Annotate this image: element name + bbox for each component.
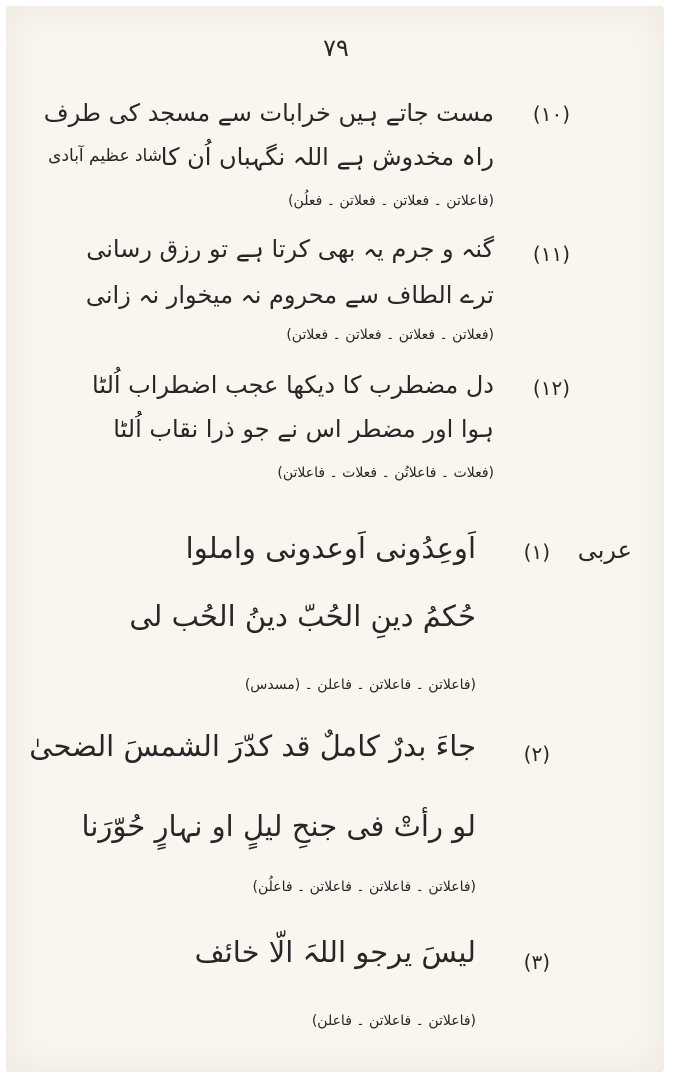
verse-line: گنہ و جرم یہ بھی کرتا ہے تو رزق رسانی xyxy=(86,235,494,263)
verse-number: (۱۲) xyxy=(532,376,570,400)
verse-number: (۱۱) xyxy=(532,242,570,266)
verse-line: اَوعِدُونی اَوعدونی واملوا xyxy=(185,531,476,565)
verse-number: (۲) xyxy=(523,742,550,766)
verse-number: (۱۰) xyxy=(532,102,570,126)
verse-line: ترے الطاف سے محروم نہ میخوار نہ زانی xyxy=(85,281,494,309)
meter-notation: (فعلات ۔ فاعلاتُن ۔ فعلات ۔ فاعلاتن) xyxy=(277,465,494,481)
verse-line: مست جاتے ہیں خرابات سے مسجد کی طرف xyxy=(43,99,494,127)
verse-line: لیسَ یرجو اللہَ الّا خائف xyxy=(194,935,476,969)
meter-notation: (فاعلاتن ۔ فاعلاتن ۔ فاعلن) xyxy=(311,1013,476,1029)
page-number: ۷۹ xyxy=(323,34,349,62)
poet-attribution: شاد عظیم آبادی xyxy=(48,146,162,166)
verse-line: راہ مخدوش ہے اللہ نگہباں اُن کا xyxy=(160,143,494,171)
book-page xyxy=(6,6,664,1072)
meter-notation: (فاعلاتن ۔ فاعلاتن ۔ فاعلن ۔ (مسدس) xyxy=(244,677,476,693)
verse-number: (۱) xyxy=(523,540,550,564)
verse-line: دل مضطرب کا دیکھا عجب اضطراب اُلٹا xyxy=(92,371,494,399)
meter-notation: (فاعلاتن ۔ فعلاتن ۔ فعلاتن ۔ فعلُن) xyxy=(288,193,494,209)
meter-notation: (فاعلاتن ۔ فاعلاتن ۔ فاعلاتن ۔ فاعلُن) xyxy=(252,879,476,895)
verse-line: حُکمُ دینِ الحُبّ دینُ الحُب لی xyxy=(129,599,476,633)
meter-notation: (فعلاتن ۔ فعلاتن ۔ فعلاتن ۔ فعلاتن) xyxy=(286,327,494,343)
language-label: عربی xyxy=(577,536,632,564)
verse-line: ہوا اور مضطر اس نے جو ذرا نقاب اُلٹا xyxy=(113,415,494,443)
verse-line: لو رأتْ فی جنحِ لیلٍ او نہارٍ حُوّرَنا xyxy=(81,809,476,843)
verse-number: (۳) xyxy=(523,950,550,974)
verse-line: جاءَ بدرٌ کاملٌ قد کدّرَ الشمسَ الضحیٰ xyxy=(29,729,476,763)
